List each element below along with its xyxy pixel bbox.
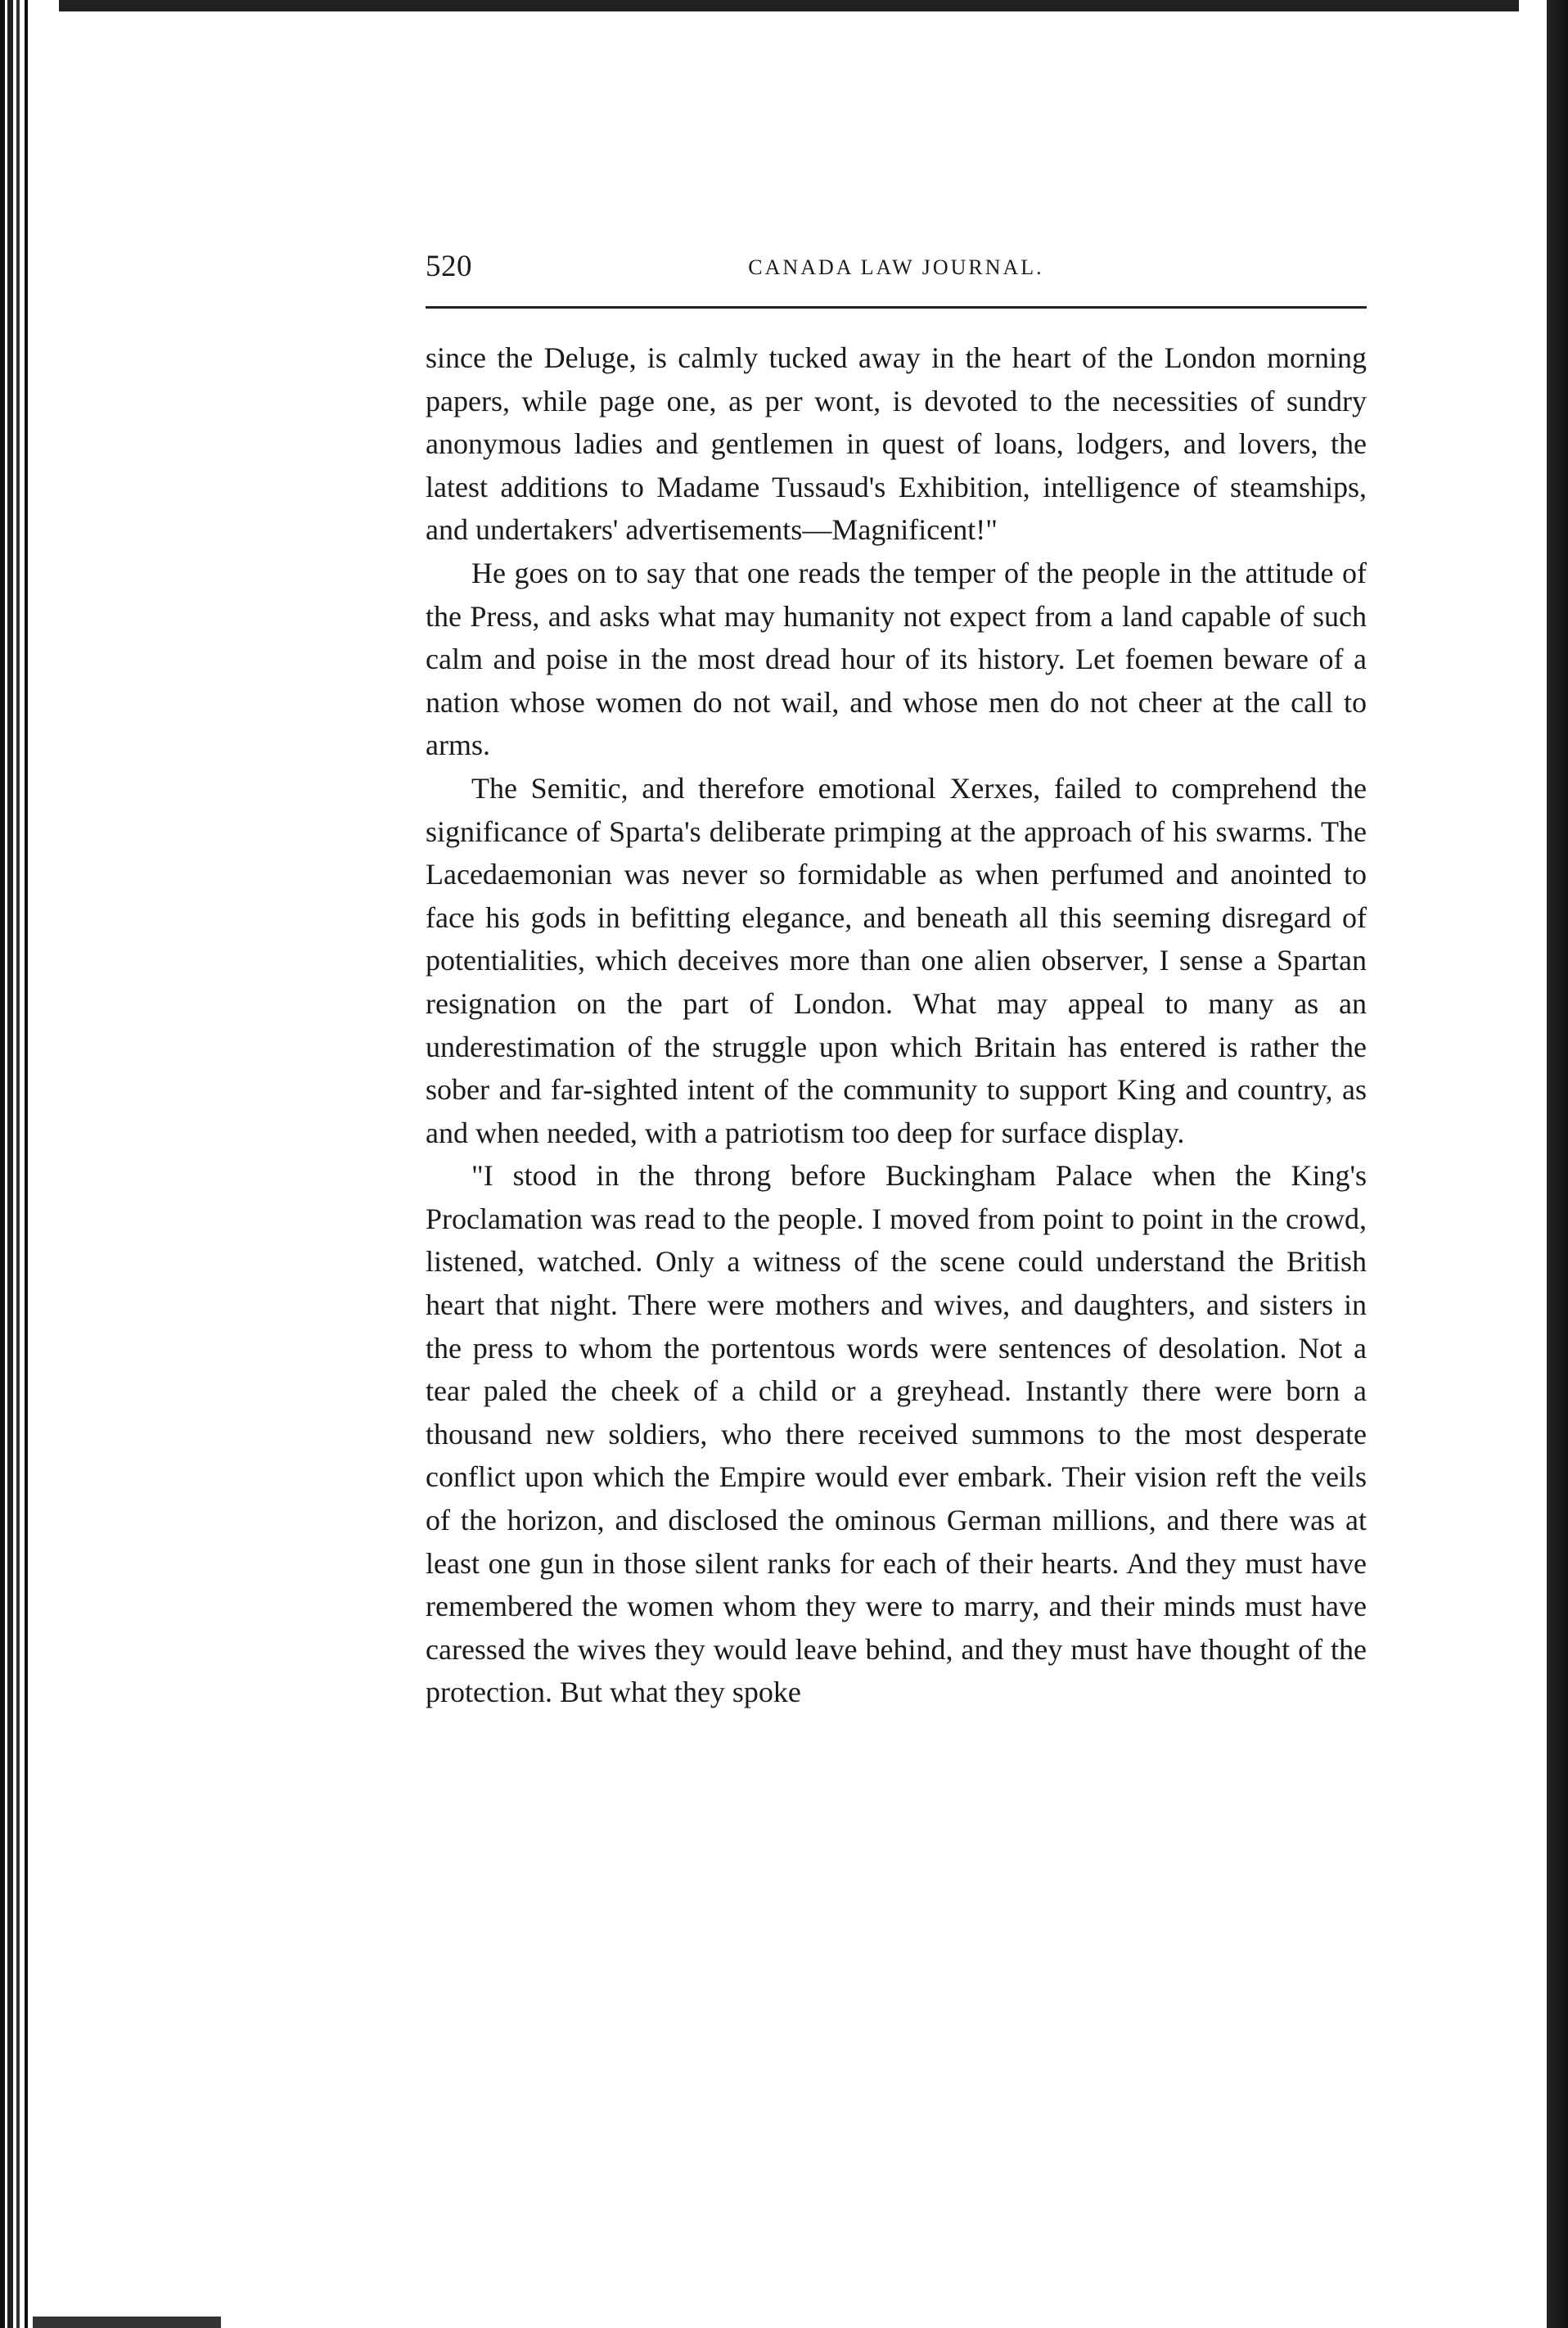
scan-border-bottom: [33, 2317, 221, 2328]
scan-border-left: [0, 0, 59, 2328]
paragraph-continued: since the Deluge, is calmly tucked away in the heart of the London morning papers, while page one, as per wont, is devoted to the necessities of sundry anonymous ladies and gentlemen in quest of loans, lodgers, and lovers, the latest additions to Madame Tussaud's Exhibition, intelligence of steamships, and undertakers' advertisements—Magnificent!": [426, 341, 1367, 547]
running-head: CANADA LAW JOURNAL.: [748, 255, 1044, 279]
paragraph-press-temper: He goes on to say that one reads the temper of the people in the attitude of the Press, and asks what may humanity not expect from a land capable of such calm and poise in the most dread hour of its history. Let foemen beware of a nation whose women do not wail, and whose men do not cheer at the call to arms.: [426, 556, 1367, 762]
scan-border-right: [1519, 0, 1568, 2328]
header-rule: [426, 306, 1367, 309]
scan-border-top: [33, 0, 1568, 11]
page-number: 520: [426, 250, 472, 283]
page-header: [426, 246, 1367, 295]
paragraph-buckingham-palace: "I stood in the throng before Buckingham Palace when the King's Proclamation was read to the people. I moved from point to point in the crowd, listened, watched. Only a witness of the scene could understand the British heart that night. There were mothers and wives, and daughters, and sisters in the press to whom the portentous words were sentences of desolation. Not a tear paled the cheek of a child or a greyhead. Instantly there were born a thousand new soldiers, who there received summons to the most desperate conflict upon which the Empire would ever embark. Their vision reft the veils of the horizon, and disclosed the ominous German millions, and there was at least one gun in those silent ranks for each of their hearts. And they must have remembered the women whom they were to marry, and their minds must have caressed the wives they would leave behind, and they must have thought of the protection. But what they spoke: [426, 1159, 1367, 1709]
journal-page: [426, 246, 1367, 1714]
paragraph-xerxes-sparta: The Semitic, and therefore emotional Xerxes, failed to comprehend the significance of Sparta's deliberate primping at the approach of his swarms. The Lacedaemonian was never so formidable as when perfumed and anointed to face his gods in befitting elegance, and beneath all this seeming disregard of potentialities, which deceives more than one alien observer, I sense a Spartan resignation on the part of London. What may appeal to many as an underestimation of the struggle upon which Britain has entered is rather the sober and far-sighted intent of the community to support King and country, as and when needed, with a patriotism too deep for surface display.: [426, 771, 1367, 1149]
